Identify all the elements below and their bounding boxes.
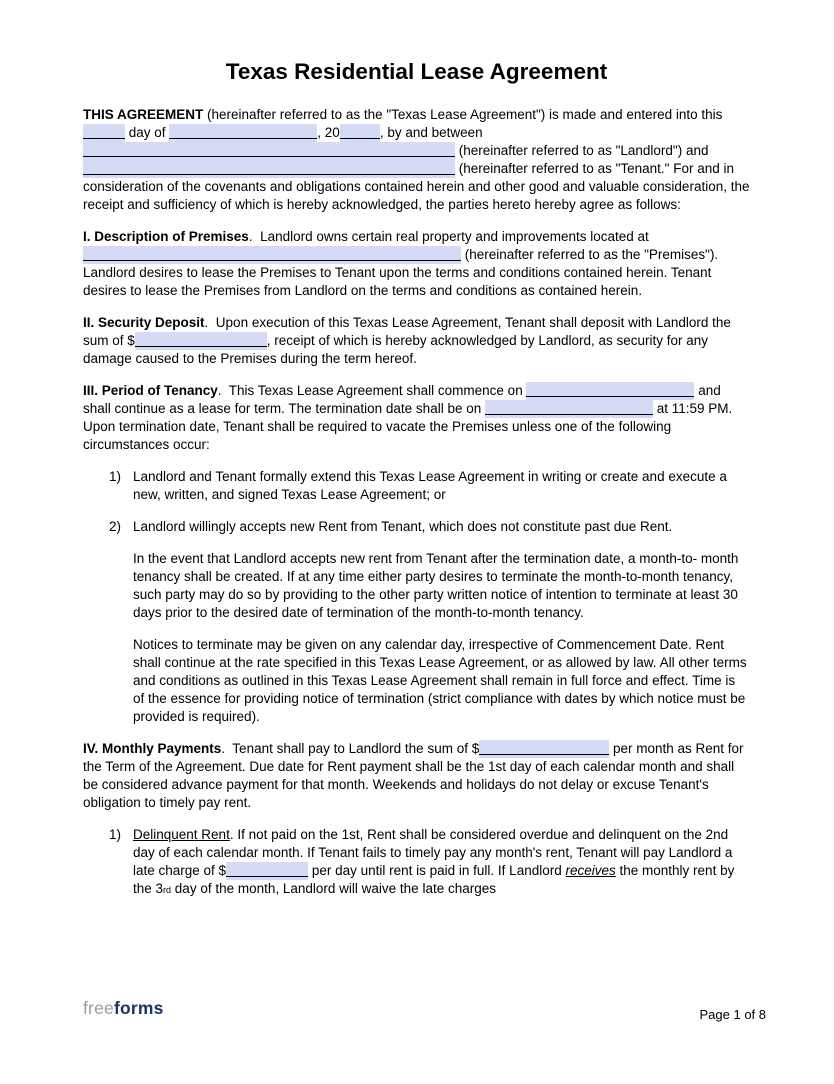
text-run: . Landlord owns certain real property and improvements located at [248,229,653,244]
text-run: , receipt of which is hereby acknowledged by Landlord, as security for any damage caused to the Premises during the term hereof. [83,333,712,366]
text-run: . This Texas Lease Agreement shall commence on [217,383,527,398]
text-run: per day until rent is paid in full. If Landlord [308,863,566,878]
page-title: Texas Residential Lease Agreement [225,59,608,84]
text-run: . Tenant shall pay to Landlord the sum of $ [221,741,480,756]
text-run: IV. Monthly Payments [83,741,222,756]
section-ii-security-deposit [83,314,750,368]
blank-landlord-name[interactable] [83,142,455,157]
blank-monthly-rent-amount[interactable] [479,740,609,755]
text-run: . If not paid on the 1st, Rent shall be considered overdue and delinquent on the 2nd day of each calendar month. If Tenant fails to timely pay any month's rent, Tenant will pay Landlord a late charge of $ [133,827,737,878]
logo-text-forms: forms [113,998,164,1018]
section-iv-monthly-payments [83,740,750,812]
text-run: III. Period of Tenancy [83,383,218,398]
new-rent-item [83,518,750,536]
blank-late-charge-amount[interactable] [226,862,308,877]
text-run: the monthly rent by the 3 [133,863,739,896]
page-number: Page 1 of 8 [699,1007,766,1022]
blank-security-deposit-amount[interactable] [135,332,267,347]
section-iii-period-of-tenancy [83,382,750,454]
freeforms-logo [83,998,164,1018]
blank-tenant-name[interactable] [83,160,455,175]
text-run: rd [163,885,172,895]
text-run: receives [565,863,616,878]
text-run: at 11:59 PM. Upon termination date, Tenant shall be required to vacate the Premises unless one of the following circumstances occur: [83,401,737,452]
logo-text-free: free [83,998,114,1018]
tenancy-extension-item [83,468,750,504]
text-run: (hereinafter referred to as "Landlord") and [455,143,713,158]
text-run: day of [125,125,170,140]
text-run: and shall continue as a lease for term. The termination date shall be on [83,383,725,416]
blank-commencement-date[interactable] [526,382,694,397]
list-number: 1) [109,469,122,484]
blank-day[interactable] [83,124,125,139]
blank-premises-address[interactable] [83,246,461,261]
text-run: Delinquent Rent [133,827,230,842]
text-run: Landlord and Tenant formally extend this Texas Lease Agreement in writing or create and execute a new, written, and signed Texas Lease Agreement; or [133,469,731,502]
text-run: In the event that Landlord accepts new rent from Tenant after the termination date, a month-to- month tenancy shall be created. If at any time either party desires to terminate the month-to-month tenancy, such party may do so by providing to the other party written notice of intention to terminate at least 30 days prior to the desired date of termination of the month-to-month tenancy. [133,551,743,620]
intro-paragraph [83,106,754,214]
text-run: (hereinafter referred to as the "Texas Lease Agreement") is made and entered into this [203,107,727,122]
document-body [83,106,754,899]
section-i-description-of-premises [83,228,750,300]
month-to-month-paragraph [133,550,750,622]
list-number: 2) [109,519,122,534]
text-run: per month as Rent for the Term of the Agreement. Due date for Rent payment shall be the 1st day of each calendar month and shall be considered advance payment for that month. Weekends and holidays do not delay or excuse Tenant's obligation to timely pay rent. [83,741,748,810]
text-run: Notices to terminate may be given on any calendar day, irrespective of Commencement Date. Rent shall continue at the rate specified in this Texas Lease Agreement, or as allowed by law. All other terms and conditions as outlined in this Texas Lease Agreement shall remain in full force and effect. Time is of the essence for providing notice of termination (strict compliance with dates by which notice must be provided is required). [133,637,751,724]
text-run: THIS AGREEMENT [83,107,204,122]
text-run: I. Description of Premises [83,229,249,244]
text-run: day of the month, Landlord will waive the late charges [171,881,496,896]
text-run: Landlord willingly accepts new Rent from Tenant, which does not constitute past due Rent. [133,519,673,534]
list-number: 1) [109,827,122,842]
text-run: II. Security Deposit [83,315,205,330]
blank-year[interactable] [340,124,380,139]
text-run: (hereinafter referred to as "Tenant." For and in consideration of the covenants and obligations contained herein and other good and valuable consideration, the receipt and sufficiency of which is hereby acknowledged, the parties hereto hereby agree as follows: [83,161,754,212]
blank-month[interactable] [169,124,317,139]
text-run: , by and between [379,125,487,140]
text-run: , 20 [317,125,340,140]
text-run: . Upon execution of this Texas Lease Agreement, Tenant shall deposit with Landlord the sum of $ [83,315,735,348]
blank-termination-date[interactable] [485,400,653,415]
page-footer [83,998,766,1022]
delinquent-rent-item [83,826,750,899]
text-run: (hereinafter referred to as the "Premises"). Landlord desires to lease the Premises to Tenant upon the terms and conditions contained herein. Tenant desires to lease the Premises from Landlord on the terms and conditions as contained herein. [83,247,722,298]
notices-to-terminate-paragraph [133,636,750,726]
